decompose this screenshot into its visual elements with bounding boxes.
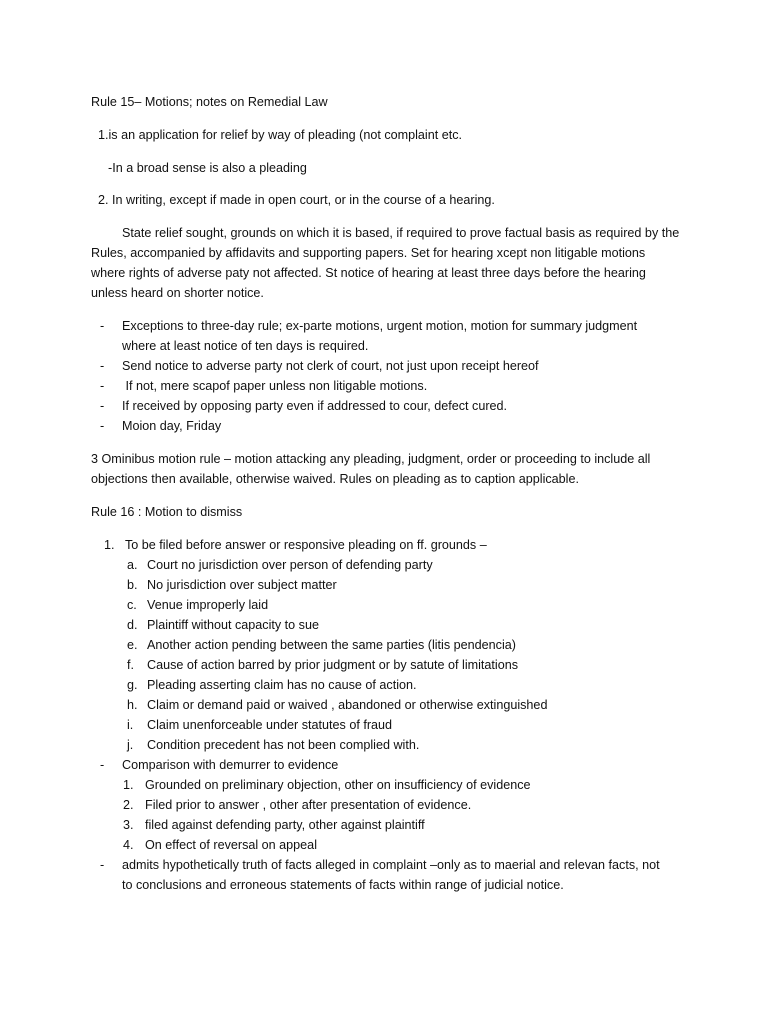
list-item-text: To be filed before answer or responsive pleading on ff. grounds – [125, 538, 487, 552]
list-item-text: Court no jurisdiction over person of defending party [147, 558, 433, 572]
list-item-text: Condition precedent has not been complied with. [147, 738, 420, 752]
list-marker: d. [127, 618, 138, 632]
list-marker: - [100, 399, 105, 413]
list-marker: f. [127, 658, 134, 672]
list-item-text: Moion day, Friday [122, 419, 222, 433]
paragraph-3: 2. In writing, except if made in open court, or in the course of a hearing. [98, 193, 495, 207]
list-marker: - [100, 379, 105, 393]
list-marker: i. [127, 718, 134, 732]
list-item-text: Claim or demand paid or waived , abandoned or otherwise extinguished [147, 698, 548, 712]
list-marker: - [100, 758, 105, 772]
list-item-text: to conclusions and erroneous statements of facts within range of judicial notice. [122, 878, 564, 892]
list-item-text: Another action pending between the same parties (litis pendencia) [147, 638, 516, 652]
list-item-text: where at least notice of ten days is required. [122, 339, 369, 353]
paragraph-1: 1.is an application for relief by way of pleading (not complaint etc. [98, 128, 463, 142]
list-marker: a. [127, 558, 138, 572]
list-item-text: Venue improperly laid [147, 598, 269, 612]
list-item-text: Plaintiff without capacity to sue [147, 618, 319, 632]
list-item-text: Pleading asserting claim has no cause of action. [147, 678, 417, 692]
list-item-text: Cause of action barred by prior judgment or by satute of limitations [147, 658, 519, 672]
paragraph-2: -In a broad sense is also a pleading [108, 161, 307, 175]
list-marker: b. [127, 578, 138, 592]
rule15-title: Rule 15– Motions; notes on Remedial Law [91, 95, 328, 109]
paragraph-5-line: 3 Ominibus motion rule – motion attacking any pleading, judgment, order or proceeding to include all [91, 452, 651, 466]
list-marker: h. [127, 698, 138, 712]
list-marker: 2. [123, 798, 134, 812]
list-marker: 1. [104, 538, 115, 552]
list-item-text: admits hypothetically truth of facts alleged in complaint –only as to maerial and relevan facts, not [122, 858, 660, 872]
list-item-text: Exceptions to three-day rule; ex-parte motions, urgent motion, motion for summary judgment [122, 319, 638, 333]
list-item-text: filed against defending party, other against plaintiff [145, 818, 425, 832]
paragraph-5-line: objections then available, otherwise waived. Rules on pleading as to caption applicable. [91, 472, 579, 486]
list-item-text: On effect of reversal on appeal [145, 838, 317, 852]
paragraph-4-line: unless heard on shorter notice. [91, 286, 264, 300]
list-item-text: If received by opposing party even if addressed to cour, defect cured. [122, 399, 508, 413]
list-marker: 4. [123, 838, 134, 852]
list-item-text: Comparison with demurrer to evidence [122, 758, 339, 772]
list-marker: - [100, 359, 105, 373]
paragraph-4-line: State relief sought, grounds on which it is based, if required to prove factual basis as required by the [122, 226, 680, 240]
list-marker: c. [127, 598, 137, 612]
list-marker: 3. [123, 818, 134, 832]
list-marker: j. [127, 738, 134, 752]
list-marker: - [100, 858, 105, 872]
list-marker: - [100, 319, 105, 333]
list-marker: 1. [123, 778, 134, 792]
list-marker: - [100, 419, 105, 433]
rule16-title: Rule 16 : Motion to dismiss [91, 505, 243, 519]
paragraph-4-line: Rules, accompanied by affidavits and supporting papers. Set for hearing xcept non litigable motions [91, 246, 646, 260]
list-marker: g. [127, 678, 138, 692]
list-item-text: Grounded on preliminary objection, other on insufficiency of evidence [145, 778, 531, 792]
list-item-text: Claim unenforceable under statutes of fraud [147, 718, 393, 732]
list-item-text: Send notice to adverse party not clerk of court, not just upon receipt hereof [122, 359, 539, 373]
list-item-text: No jurisdiction over subject matter [147, 578, 337, 592]
list-item-text: Filed prior to answer , other after presentation of evidence. [145, 798, 472, 812]
list-marker: e. [127, 638, 138, 652]
list-item-text: If not, mere scapof paper unless non litigable motions. [122, 379, 428, 393]
paragraph-4-line: where rights of adverse paty not affected. St notice of hearing at least three days before the hearing [91, 266, 646, 280]
